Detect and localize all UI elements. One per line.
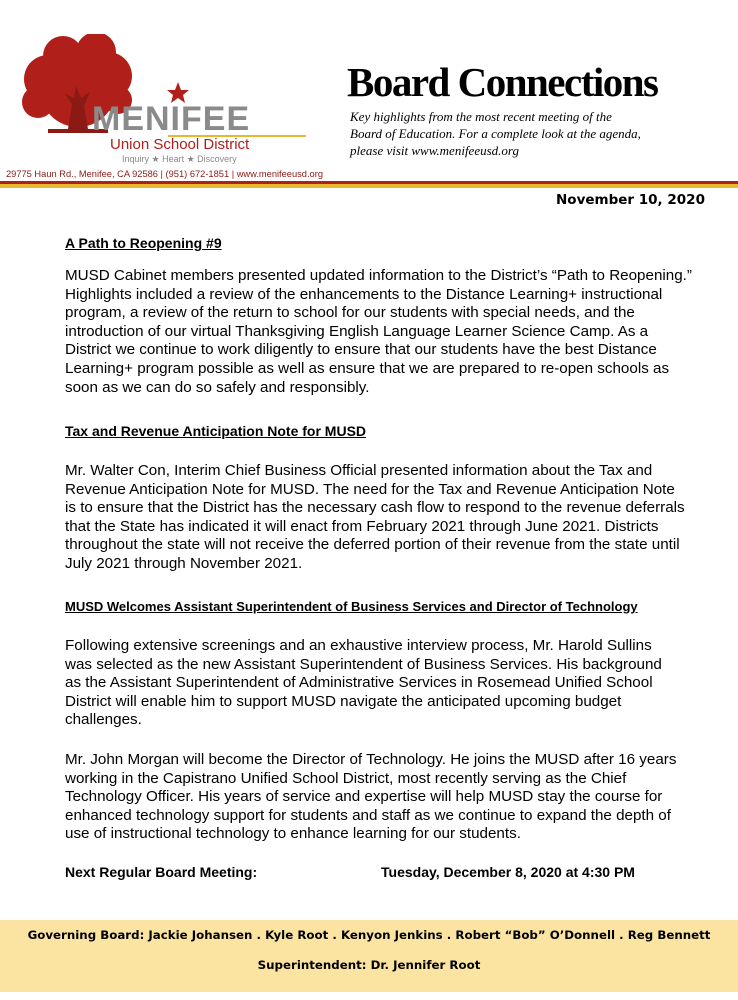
- next-meeting-date: Tuesday, December 8, 2020 at 4:30 PM: [381, 864, 635, 880]
- paragraph-line: Technology Officer. His years of service and expertise will help MUSD stay the course for: [65, 788, 663, 806]
- header-stripes: [0, 181, 738, 188]
- tagline-line: please visit www.menifeeusd.org: [350, 143, 519, 158]
- paragraph-line: was selected as the new Assistant Superintendent of Business Services. His background: [65, 655, 662, 673]
- paragraph-line: Mr. John Morgan will become the Director of Technology. He joins the MUSD after 16 years: [65, 751, 677, 768]
- meeting-date-header: November 10, 2020: [556, 192, 705, 208]
- paragraph-line: use of instructional technology to enhance learning for our students.: [65, 825, 521, 843]
- tagline-line: Board of Education. For a complete look at the agenda,: [350, 126, 641, 141]
- newsletter-tagline: [350, 108, 720, 159]
- paragraph-line: is to ensure that the District has the necessary cash flow to respond to the revenue deferrals: [65, 499, 685, 517]
- superintendent-name: Superintendent: Dr. Jennifer Root: [257, 958, 481, 972]
- next-meeting-label: Next Regular Board Meeting:: [65, 864, 258, 880]
- paragraph-line: that the State has indicated it will enact from February 2021 through June 2021. Districts: [65, 517, 659, 535]
- paragraph-line: program, a review of the return to school for our students with special needs, and the: [65, 304, 635, 322]
- footer-banner: [0, 920, 738, 992]
- section-paragraph: [65, 751, 676, 844]
- paragraph-line: July 2021 through November 2021.: [65, 554, 303, 572]
- menifee-logo: [18, 34, 318, 184]
- paragraph-line: Learning+ program possible as well as ensure that we are prepared to re-open schools as: [65, 359, 670, 377]
- section-paragraph: [65, 637, 662, 730]
- tagline-line: Key highlights from the most recent meeting of the: [350, 109, 612, 124]
- paragraph-line: as the Assistant Superintendent of Administrative Services in Rosemead Unified School: [65, 674, 653, 692]
- paragraph-line: soon as we can do so safely and responsibly.: [65, 378, 370, 396]
- paragraph-line: challenges.: [65, 711, 142, 729]
- paragraph-line: enhanced technology support for students and staff as we continue to expand the depth of: [65, 806, 671, 824]
- paragraph-line: District we continue to work diligently to ensure that our students have the best Distance: [65, 341, 657, 359]
- logo-name: MENIFEE: [92, 100, 251, 138]
- governing-board-list: Governing Board: Jackie Johansen . Kyle Root . Kenyon Jenkins . Robert “Bob” O’Donnell . Reg Bennett: [27, 928, 711, 942]
- district-address: 29775 Haun Rd., Menifee, CA 92586 | (951) 672-1851 | www.menifeeusd.org: [6, 169, 323, 179]
- paragraph-line: Highlights included a review of the enhancements to the Distance Learning+ instructional: [65, 285, 663, 303]
- section-heading: A Path to Reopening #9: [65, 235, 222, 251]
- section-heading: MUSD Welcomes Assistant Superintendent of Business Services and Director of Technology: [65, 599, 638, 614]
- section-paragraph: [65, 267, 692, 397]
- paragraph-line: Mr. Walter Con, Interim Chief Business Official presented information about the Tax and: [65, 462, 653, 479]
- paragraph-line: District will enable him to support MUSD navigate the anticipated upcoming budget: [65, 692, 622, 710]
- section-heading: Tax and Revenue Anticipation Note for MUSD: [65, 423, 367, 439]
- logo-district: Union School District: [110, 136, 250, 153]
- paragraph-line: introduction of our virtual Thanksgiving English Language Learner Science Camp. As a: [65, 322, 649, 340]
- paragraph-line: Revenue Anticipation Note for MUSD. The need for the Tax and Revenue Anticipation Note: [65, 480, 675, 498]
- logo-motto: Inquiry ★ Heart ★ Discovery: [122, 154, 237, 164]
- paragraph-line: MUSD Cabinet members presented updated information to the District’s “Path to Reopening.”: [65, 267, 692, 284]
- section-paragraph: [65, 462, 685, 574]
- paragraph-line: throughout the state will not receive the deferred portion of their revenue from the state until: [65, 536, 680, 554]
- paragraph-line: working in the Capistrano Unified School District, most recently serving as the Chief: [65, 769, 627, 787]
- newsletter-title: Board Connections: [347, 59, 658, 105]
- paragraph-line: Following extensive screenings and an exhaustive interview process, Mr. Harold Sullins: [65, 637, 652, 654]
